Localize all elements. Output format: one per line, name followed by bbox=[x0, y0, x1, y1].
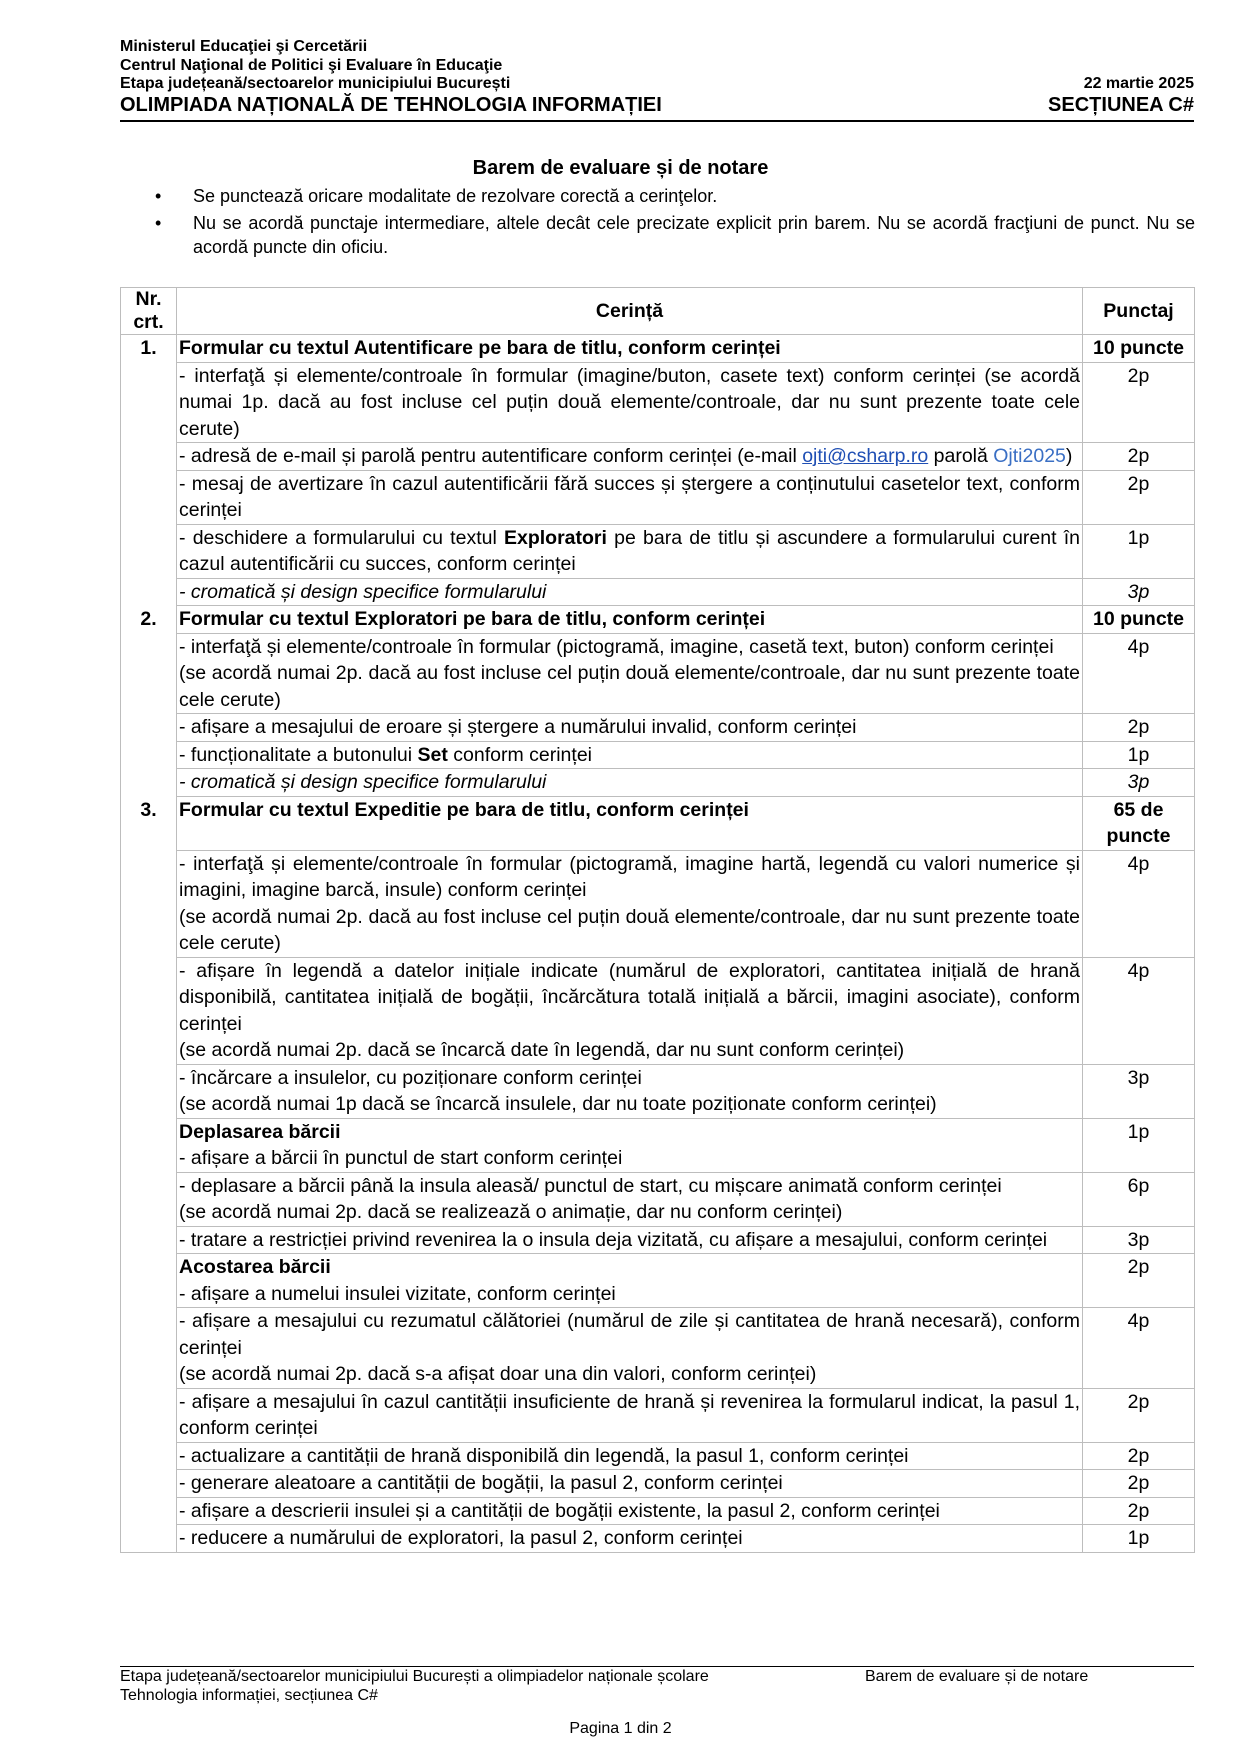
table-row bbox=[121, 1172, 1195, 1226]
table-row bbox=[121, 1118, 1195, 1172]
criterion-points: 3p bbox=[1083, 578, 1195, 606]
subsection-heading: Acostarea bărcii bbox=[179, 1256, 331, 1278]
section-title: Formular cu textul Exploratori pe bara de titlu, conform cerinței bbox=[177, 606, 1083, 634]
olympiad-name: OLIMPIADA NAȚIONALĂ DE TEHNOLOGIA INFORMAȚIEI bbox=[120, 93, 662, 116]
criterion-points: 2p bbox=[1083, 362, 1195, 443]
section-points: 65 de puncte bbox=[1083, 796, 1195, 850]
table-row bbox=[121, 1497, 1195, 1525]
table-row bbox=[121, 524, 1195, 578]
page-footer bbox=[120, 1666, 1194, 1705]
criterion-text: - tratare a restricției privind revenirea la o insula deja vizitată, cu afișare a mesajului, conform cerinței bbox=[177, 1226, 1083, 1254]
criterion-text: - interfaţă și elemente/controale în formular (imagine/buton, casete text) conform cerinței (se acordă numai 1p. dacă au fost incluse cel puțin două elemente/controale, dar nu sunt prezente toate cele cerute) bbox=[177, 362, 1083, 443]
criterion-text: - afișare a mesajului de eroare și ștergere a numărului invalid, conform cerinței bbox=[177, 714, 1083, 742]
table-row bbox=[121, 714, 1195, 742]
criterion-text-part: - deplasare a bărcii până la insula aleasă/ punctul de start, cu mișcare animată conform cerinței bbox=[179, 1174, 1002, 1197]
row-number-empty bbox=[121, 957, 177, 1064]
email-link[interactable]: ojti@csharp.ro bbox=[802, 445, 929, 467]
criterion-points: 2p bbox=[1083, 714, 1195, 742]
footer-stage: Etapa județeană/sectoarelor municipiului București a olimpiadelor naționale școlare bbox=[120, 1668, 709, 1685]
document-title: Barem de evaluare și de notare bbox=[472, 157, 769, 179]
criterion-text: - cromatică și design specifice formularului bbox=[177, 769, 1083, 797]
grading-table bbox=[120, 287, 1195, 1553]
criterion-points: 4p bbox=[1083, 633, 1195, 714]
criterion-points: 1p bbox=[1083, 1525, 1195, 1553]
criterion-points: 3p bbox=[1083, 1226, 1195, 1254]
criterion-note: (se acordă numai 2p. dacă se realizează o animație, dar nu conform cerinței) bbox=[179, 1201, 843, 1223]
table-row bbox=[121, 1308, 1195, 1389]
criterion-text-part: - afișare a bărcii în punctul de start conform cerinței bbox=[179, 1147, 623, 1169]
criterion-text-part: - interfaţă și elemente/controale în formular (pictogramă, imagine, casetă text, buton) conform cerinței bbox=[179, 635, 1054, 658]
row-number-empty bbox=[121, 1525, 177, 1553]
col-pts-header: Punctaj bbox=[1083, 288, 1195, 335]
table-row bbox=[121, 850, 1195, 957]
criterion-text: - reducere a numărului de exploratori, la pasul 2, conform cerinței bbox=[177, 1525, 1083, 1553]
row-number-empty bbox=[121, 1172, 177, 1226]
criterion-text-part: - deschidere a formularului cu textul bbox=[179, 526, 504, 549]
page-header bbox=[120, 38, 1194, 122]
criterion-text bbox=[177, 957, 1083, 1064]
bullet-icon: • bbox=[155, 213, 162, 233]
criterion-text bbox=[177, 1064, 1083, 1118]
criterion-points: 4p bbox=[1083, 957, 1195, 1064]
table-row bbox=[121, 1226, 1195, 1254]
center-name: Centrul Naţional de Politici şi Evaluare în Educaţie bbox=[120, 56, 503, 74]
bullet-text: Se punctează oricare modalitate de rezolvare corectă a cerinţelor. bbox=[193, 186, 718, 206]
header-rule bbox=[120, 120, 1194, 122]
row-number-empty bbox=[121, 1497, 177, 1525]
criterion-text: - mesaj de avertizare în cazul autentificării fără succes și ștergere a conținutului casetelor text, conform cerinței bbox=[177, 470, 1083, 524]
subsection-heading: Deplasarea bărcii bbox=[179, 1120, 341, 1143]
table-row bbox=[121, 796, 1195, 850]
criterion-points: 2p bbox=[1083, 1254, 1195, 1308]
table-row bbox=[121, 769, 1195, 797]
criterion-text-part: - funcționalitate a butonului bbox=[179, 743, 418, 766]
row-number-empty bbox=[121, 633, 177, 714]
criterion-text bbox=[177, 443, 1083, 471]
table-row bbox=[121, 633, 1195, 714]
table-row bbox=[121, 1470, 1195, 1498]
criterion-text bbox=[177, 633, 1083, 714]
criterion-points: 1p bbox=[1083, 524, 1195, 578]
criterion-note: (se acordă numai 1p dacă se încarcă insulele, dar nu toate poziționate conform cerinței) bbox=[179, 1093, 937, 1115]
criterion-note: (se acordă numai 2p. dacă s-a afișat doar una din valori, conform cerinței) bbox=[179, 1363, 817, 1385]
criterion-points: 2p bbox=[1083, 470, 1195, 524]
criterion-text bbox=[177, 850, 1083, 957]
table-row bbox=[121, 606, 1195, 634]
section-points: 10 puncte bbox=[1083, 335, 1195, 363]
criterion-text-part: - afișare a numelui insulei vizitate, conform cerinței bbox=[179, 1282, 616, 1305]
table-header-row bbox=[121, 288, 1195, 335]
criterion-points: 6p bbox=[1083, 1172, 1195, 1226]
criterion-points: 2p bbox=[1083, 1442, 1195, 1470]
criterion-points: 3p bbox=[1083, 769, 1195, 797]
criterion-note: (se acordă numai 2p. dacă au fost incluse cel puțin două elemente/controale, dar nu sunt prezente toate cele cerute) bbox=[179, 662, 1080, 711]
criterion-points: 1p bbox=[1083, 1118, 1195, 1172]
table-row bbox=[121, 578, 1195, 606]
table-row bbox=[121, 1254, 1195, 1308]
footer-subject: Tehnologia informației, secțiunea C# bbox=[120, 1687, 378, 1704]
bullet-text bbox=[193, 211, 1195, 259]
criterion-text-part: - adresă de e-mail și parolă pentru autentificare conform cerinței (e-mail bbox=[179, 445, 803, 467]
criterion-text-part: parolă bbox=[928, 445, 994, 467]
page-number: Pagina 1 din 2 bbox=[569, 1720, 672, 1737]
row-number-empty bbox=[121, 578, 177, 606]
table-row bbox=[121, 1442, 1195, 1470]
section-name: SECȚIUNEA C# bbox=[1048, 93, 1194, 116]
criterion-text-bold: Set bbox=[417, 743, 448, 766]
stage-name: Etapa județeană/sectoarelor municipiului București bbox=[120, 75, 511, 92]
criterion-text-part: conform cerinței bbox=[447, 743, 592, 766]
table-row bbox=[121, 1388, 1195, 1442]
criterion-text: - afișare a descrierii insulei și a cantității de bogății existente, la pasul 2, conform cerinței bbox=[177, 1497, 1083, 1525]
table-row bbox=[121, 443, 1195, 471]
row-number-empty bbox=[121, 443, 177, 471]
criterion-text: - generare aleatoare a cantității de bogății, la pasul 2, conform cerinței bbox=[177, 1470, 1083, 1498]
row-number-empty bbox=[121, 1064, 177, 1118]
criterion-text-part: - încărcare a insulelor, cu poziționare conform cerinței bbox=[179, 1066, 642, 1089]
row-number: 2. bbox=[121, 606, 177, 634]
table-row bbox=[121, 1525, 1195, 1553]
row-number-empty bbox=[121, 1254, 177, 1308]
criterion-points: 4p bbox=[1083, 1308, 1195, 1389]
ministry-name: Ministerul Educaţiei şi Cercetării bbox=[120, 38, 368, 55]
row-number-empty bbox=[121, 1442, 177, 1470]
section-title: Formular cu textul Expeditie pe bara de titlu, conform cerinței bbox=[177, 796, 1083, 850]
bullet-item bbox=[155, 184, 1195, 208]
table-row bbox=[121, 741, 1195, 769]
criterion-points: 4p bbox=[1083, 850, 1195, 957]
criterion-text-part: pe bara de titlu și ascundere a formularului curent în cazul autentificării cu succes, conform cerinței bbox=[179, 526, 1080, 575]
row-number-empty bbox=[121, 850, 177, 957]
row-number-empty bbox=[121, 1388, 177, 1442]
criterion-text bbox=[177, 1118, 1083, 1172]
table-row bbox=[121, 362, 1195, 443]
table-row bbox=[121, 470, 1195, 524]
criterion-text bbox=[177, 1308, 1083, 1389]
row-number-empty bbox=[121, 1226, 177, 1254]
row-number-empty bbox=[121, 741, 177, 769]
section-title: Formular cu textul Autentificare pe bara de titlu, conform cerinței bbox=[177, 335, 1083, 363]
footer-doc-type: Barem de evaluare și de notare bbox=[865, 1668, 1089, 1685]
criterion-text-part: ) bbox=[1065, 445, 1073, 467]
criterion-points: 2p bbox=[1083, 1388, 1195, 1442]
criterion-text: - afișare a mesajului în cazul cantității insuficiente de hrană și revenirea la formularul indicat, la pasul 1, conform cerinței bbox=[177, 1388, 1083, 1442]
table-row bbox=[121, 957, 1195, 1064]
criterion-text: - cromatică și design specifice formularului bbox=[177, 578, 1083, 606]
criterion-text bbox=[177, 1172, 1083, 1226]
criterion-text-part: - afișare în legendă a datelor inițiale indicate (numărul de exploratori, cantitatea inițială de hrană disponibilă, cantitatea inițială de bogății, încărcătura totală inițială a bărcii, imagini asociate), conform cerinței bbox=[179, 959, 1080, 1035]
criterion-text bbox=[177, 524, 1083, 578]
table-row bbox=[121, 335, 1195, 363]
criterion-points: 3p bbox=[1083, 1064, 1195, 1118]
criterion-note: (se acordă numai 2p. dacă au fost incluse cel puțin două elemente/controale, dar nu sunt prezente toate cele cerute) bbox=[179, 905, 1080, 954]
criterion-text-part: - afișare a mesajului cu rezumatul călătoriei (numărul de zile și cantitatea de hrană necesară), conform cerinței bbox=[179, 1310, 1080, 1359]
criterion-points: 2p bbox=[1083, 1470, 1195, 1498]
exam-date: 22 martie 2025 bbox=[1083, 75, 1194, 92]
criterion-note: (se acordă numai 2p. dacă se încarcă date în legendă, dar nu sunt conform cerinței) bbox=[179, 1039, 905, 1061]
criterion-text-part: - interfaţă și elemente/controale în formular (pictogramă, imagine hartă, legendă cu valori numerice și imagini, imagine barcă, insule) conform cerinței bbox=[179, 852, 1080, 901]
table-row bbox=[121, 1064, 1195, 1118]
bullet-item bbox=[155, 211, 1195, 259]
row-number-empty bbox=[121, 769, 177, 797]
col-req-header: Cerință bbox=[177, 288, 1083, 335]
row-number-empty bbox=[121, 1118, 177, 1172]
row-number-empty bbox=[121, 714, 177, 742]
row-number-empty bbox=[121, 1470, 177, 1498]
criterion-text-bold: Exploratori bbox=[504, 526, 607, 549]
criterion-text bbox=[177, 1254, 1083, 1308]
row-number: 3. bbox=[121, 796, 177, 850]
section-points: 10 puncte bbox=[1083, 606, 1195, 634]
row-number-empty bbox=[121, 470, 177, 524]
row-number: 1. bbox=[121, 335, 177, 363]
row-number-empty bbox=[121, 524, 177, 578]
bullet-text-content: Nu se acordă punctaje intermediare, altele decât cele precizate explicit prin barem. Nu se acordă fracţiuni de punct. Nu se acordă puncte din oficiu. bbox=[193, 213, 1195, 257]
criterion-text: - actualizare a cantității de hrană disponibilă din legendă, la pasul 1, conform cerinței bbox=[177, 1442, 1083, 1470]
criterion-text bbox=[177, 741, 1083, 769]
col-nr-header: Nr. crt. bbox=[121, 288, 177, 335]
password-value: Ojti2025 bbox=[993, 445, 1066, 467]
criterion-points: 2p bbox=[1083, 1497, 1195, 1525]
bullet-icon: • bbox=[155, 186, 162, 206]
criterion-points: 1p bbox=[1083, 741, 1195, 769]
criterion-points: 2p bbox=[1083, 443, 1195, 471]
row-number-empty bbox=[121, 1308, 177, 1389]
row-number-empty bbox=[121, 362, 177, 443]
